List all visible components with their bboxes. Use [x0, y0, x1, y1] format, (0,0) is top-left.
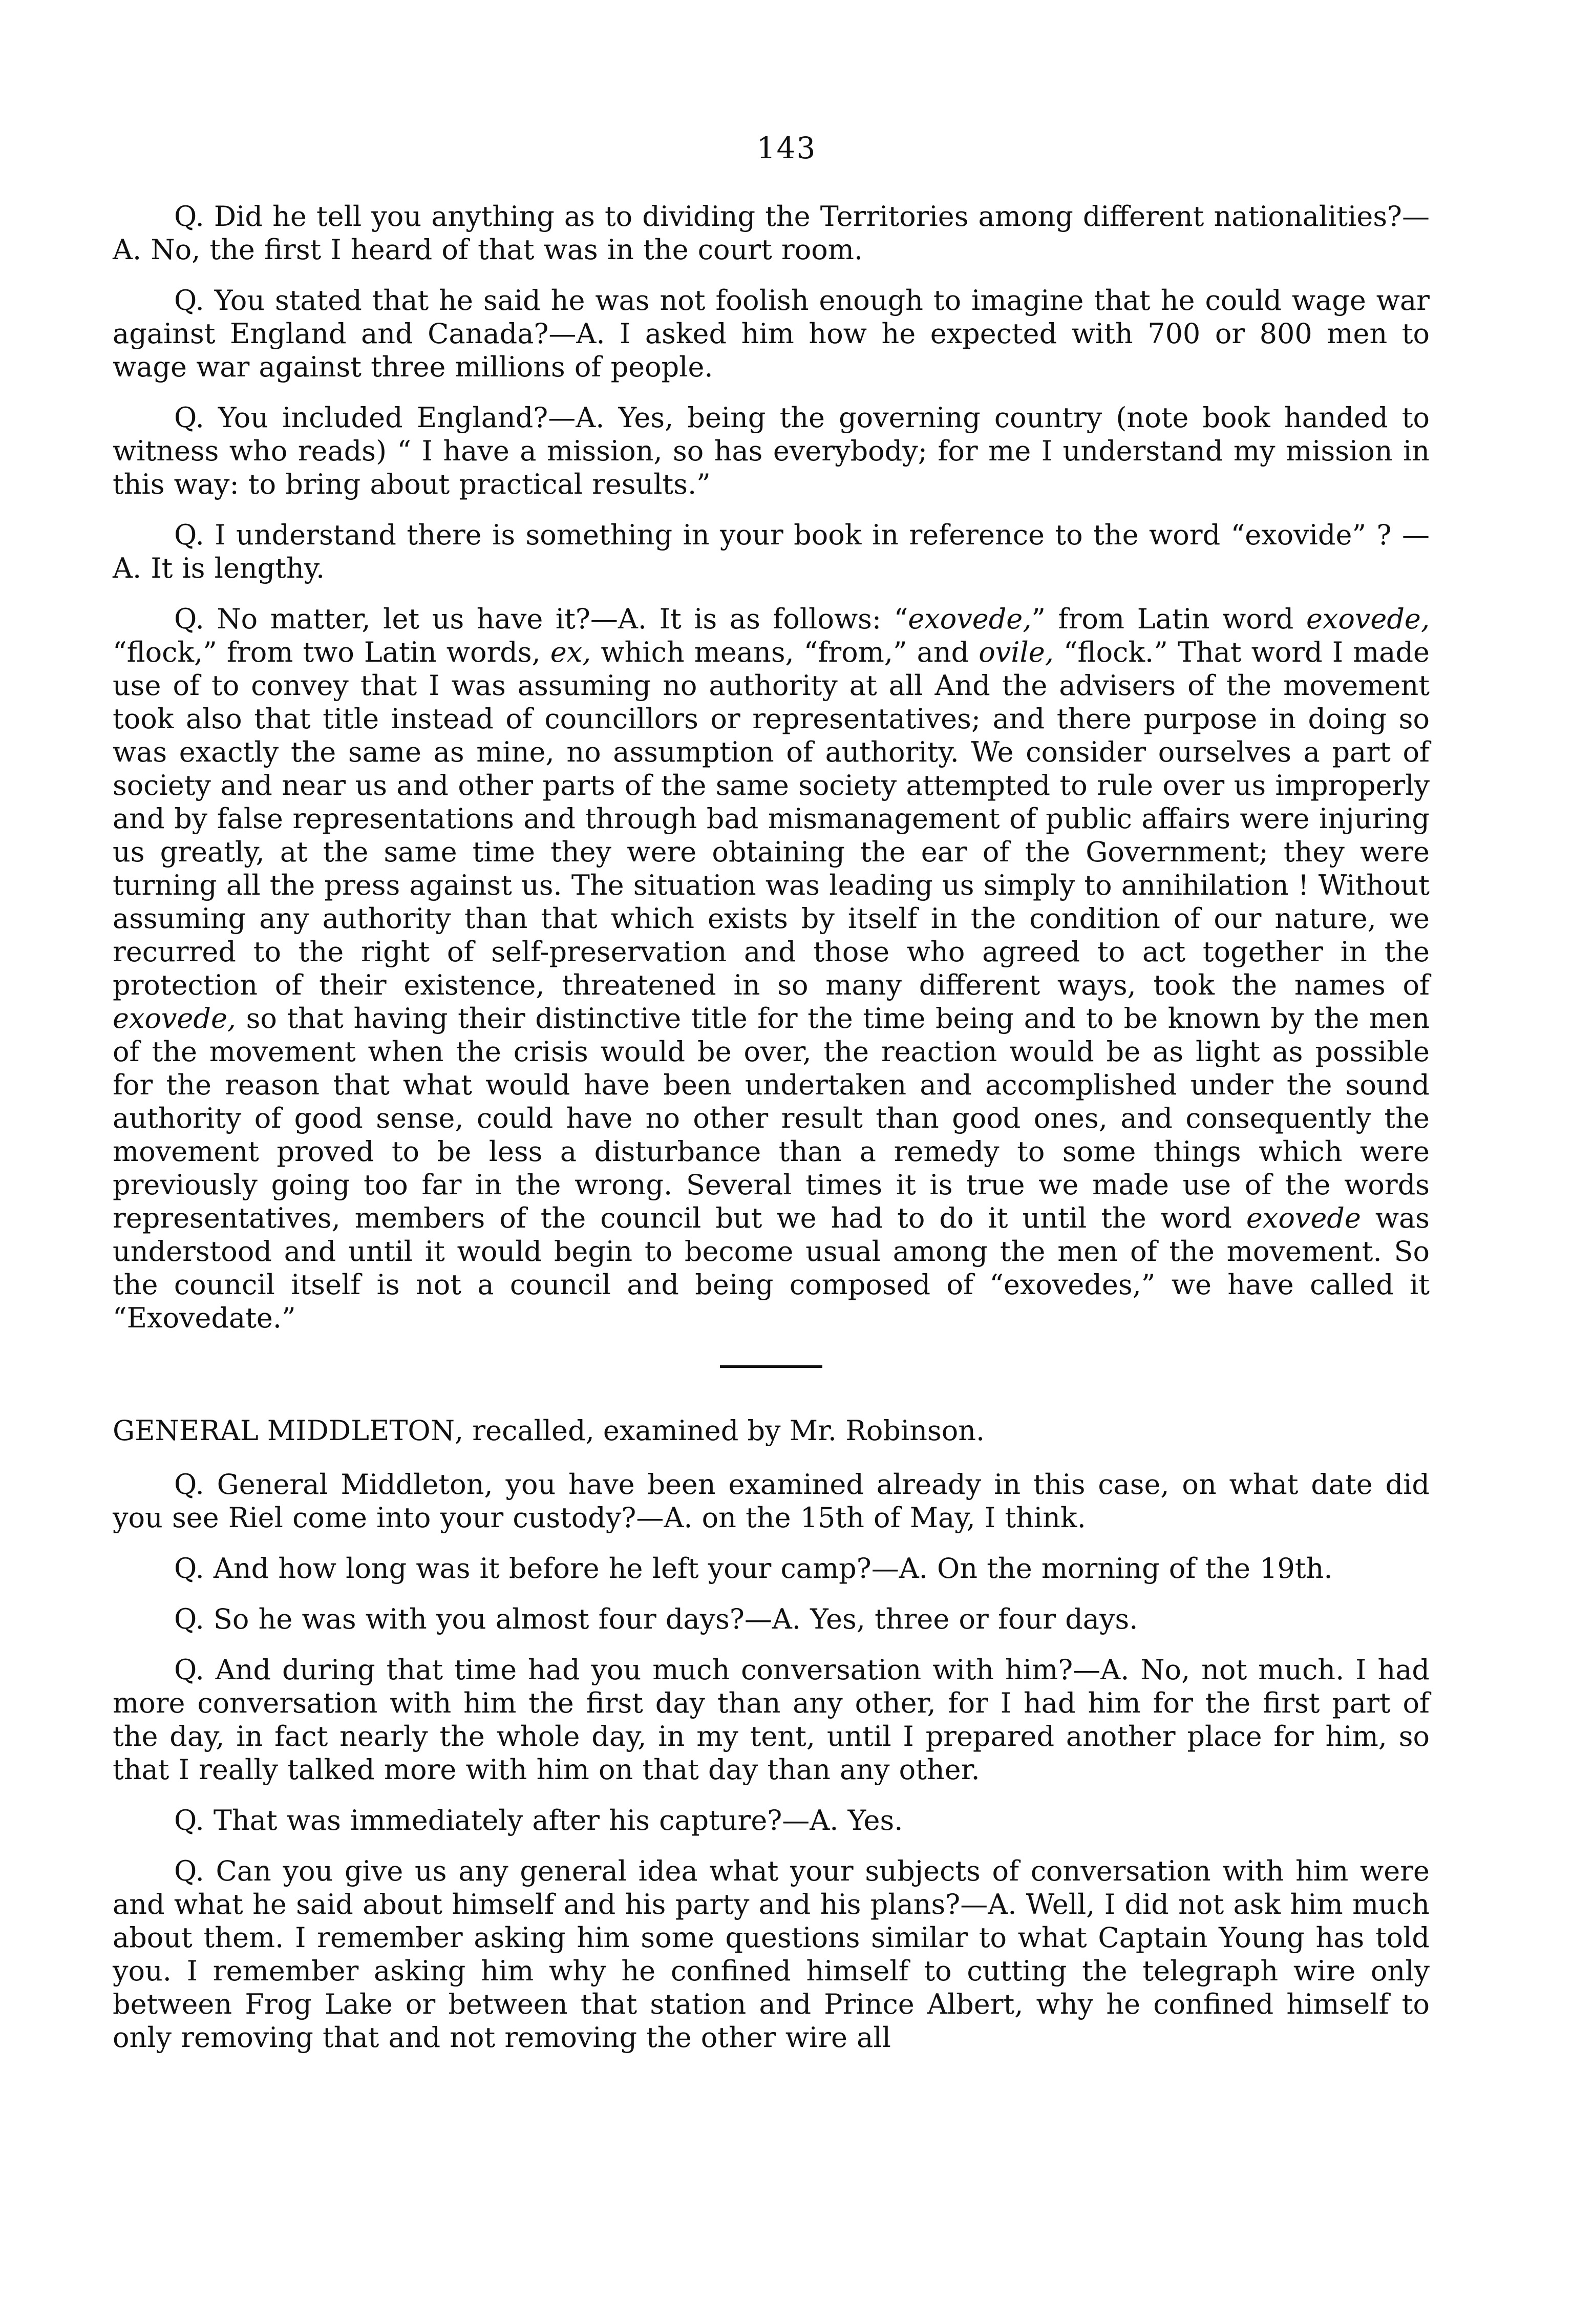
testimony-top [113, 200, 1430, 1335]
witness-heading [113, 1414, 1430, 1447]
paragraph-exovede-definition [113, 602, 1430, 1335]
exovede-text-6: so that having their distinctive title for the time being and to be known by the men of the movement when the crisis would be over, the reaction would be as light as possible for the reason that what would have been undertaken and accomplished under the sound authority of good sense, could have no other result than good ones, and consequently the movement proved to be less a disturbance than a remedy to some things which were previously going too far in the wrong. Several times it is true we made use of the words representatives, members of the council but we had to do it until the word [113, 1002, 1430, 1234]
exovede-text-5: “flock.” That word I made use of to convey that I was assuming no authority at all And the advisers of the movement took also that title instead of councillors or representatives; and there purpose in doing so was exactly the same as mine, no assumption of authority. We consider ourselves a part of society and near us and other parts of the same society attempted to rule over us improperly and by false representations and through bad mismanagement of public affairs were injuring us greatly, at the same time they were obtaining the ear of the Government; they were turning all the press against us. The situation was leading us simply to annihilation ! Without assuming any authority than that which exists by itself in the condition of our nature, we recurred to the right of self-preservation and those who agreed to act together in the protection of their existence, threatened in so many different ways, took the names of [113, 636, 1430, 1001]
page-number: 143 [756, 131, 817, 165]
heading-m: M [267, 1414, 296, 1447]
paragraph-exovide-reference: Q. I understand there is something in your book in reference to the word “exovide” ? —A. It is lengthy. [113, 519, 1430, 584]
paragraph-nationalities: Q. Did he tell you anything as to dividing the Territories among different nationalities?—A. No, the first I heard of that was in the court room. [113, 200, 1430, 266]
paragraph-conversation: Q. And during that time had you much conversation with him?—A. No, not much. I had more conversation with him the first day than any other, for I had him for the first part of the day, in fact nearly the whole day, in my tent, until I prepared another place for him, so that I really talked more with him on that day than any other. [113, 1654, 1430, 1786]
paragraph-mission: Q. You included England?—A. Yes, being the governing country (note book handed to witness who reads) “ I have a mission, so has everybody; for me I understand my mission in this way: to bring about practical results.” [113, 402, 1430, 500]
heading-rest: , recalled, examined by Mr. Robinson. [454, 1414, 985, 1447]
paragraph-after-capture: Q. That was immediately after his capture?—A. Yes. [174, 1804, 903, 1836]
exovede-italic-4: ovile, [979, 636, 1054, 668]
exovede-text-4: which means, “from,” and [591, 636, 979, 668]
heading-g: G [113, 1414, 135, 1447]
paragraph-subjects: Q. Can you give us any general idea what your subjects of conversation with him were and what he said about himself and his party and his plans?—A. Well, I did not ask him much about them. I remember asking him some questions similar to what Captain Young has told you. I remember asking him why he confined himself to cutting the telegraph wire only between Frog Lake or between that station and Prince Albert, why he confined himself to only removing that and not removing the other wire all [113, 1855, 1430, 2054]
paragraph-wage-war: Q. You stated that he said he was not foolish enough to imagine that he could wage war against England and Canada?—A. I asked him how he expected with 700 or 800 men to wage war against three millions of people. [113, 284, 1430, 383]
exovede-italic-3: ex, [550, 636, 591, 668]
paragraph-left-camp: Q. And how long was it before he left your camp?—A. On the morning of the 19th. [174, 1552, 1333, 1584]
heading-eneral: ENERAL [135, 1414, 259, 1447]
paragraph-custody-date: Q. General Middleton, you have been examined already in this case, on what date did you see Riel come into your custody?—A. on the 15th of May, I think. [113, 1468, 1430, 1534]
testimony-bottom [113, 1468, 1430, 2054]
exovede-italic-2: exovede, [1306, 603, 1430, 635]
exovede-italic-5: exovede, [113, 1002, 237, 1034]
exovede-text-2: ” from Latin word [1031, 603, 1306, 635]
exovede-italic-6: exovede [1246, 1202, 1361, 1234]
exovede-text-1: Q. No matter, let us have it?—A. It is as follows: “ [174, 603, 908, 635]
heading-iddleton: IDDLETON [295, 1414, 455, 1447]
section-divider [720, 1365, 822, 1368]
exovede-italic-1: exovede, [908, 603, 1032, 635]
paragraph-four-days: Q. So he was with you almost four days?—A. Yes, three or four days. [174, 1603, 1138, 1635]
exovede-text-7: was understood and until it would begin to become usual among the men of the movement. So the council itself is not a council and being composed of “exovedes,” we have called it “Exovedate.” [113, 1202, 1430, 1334]
exovede-text-3: “flock,” from two Latin words, [113, 636, 550, 668]
